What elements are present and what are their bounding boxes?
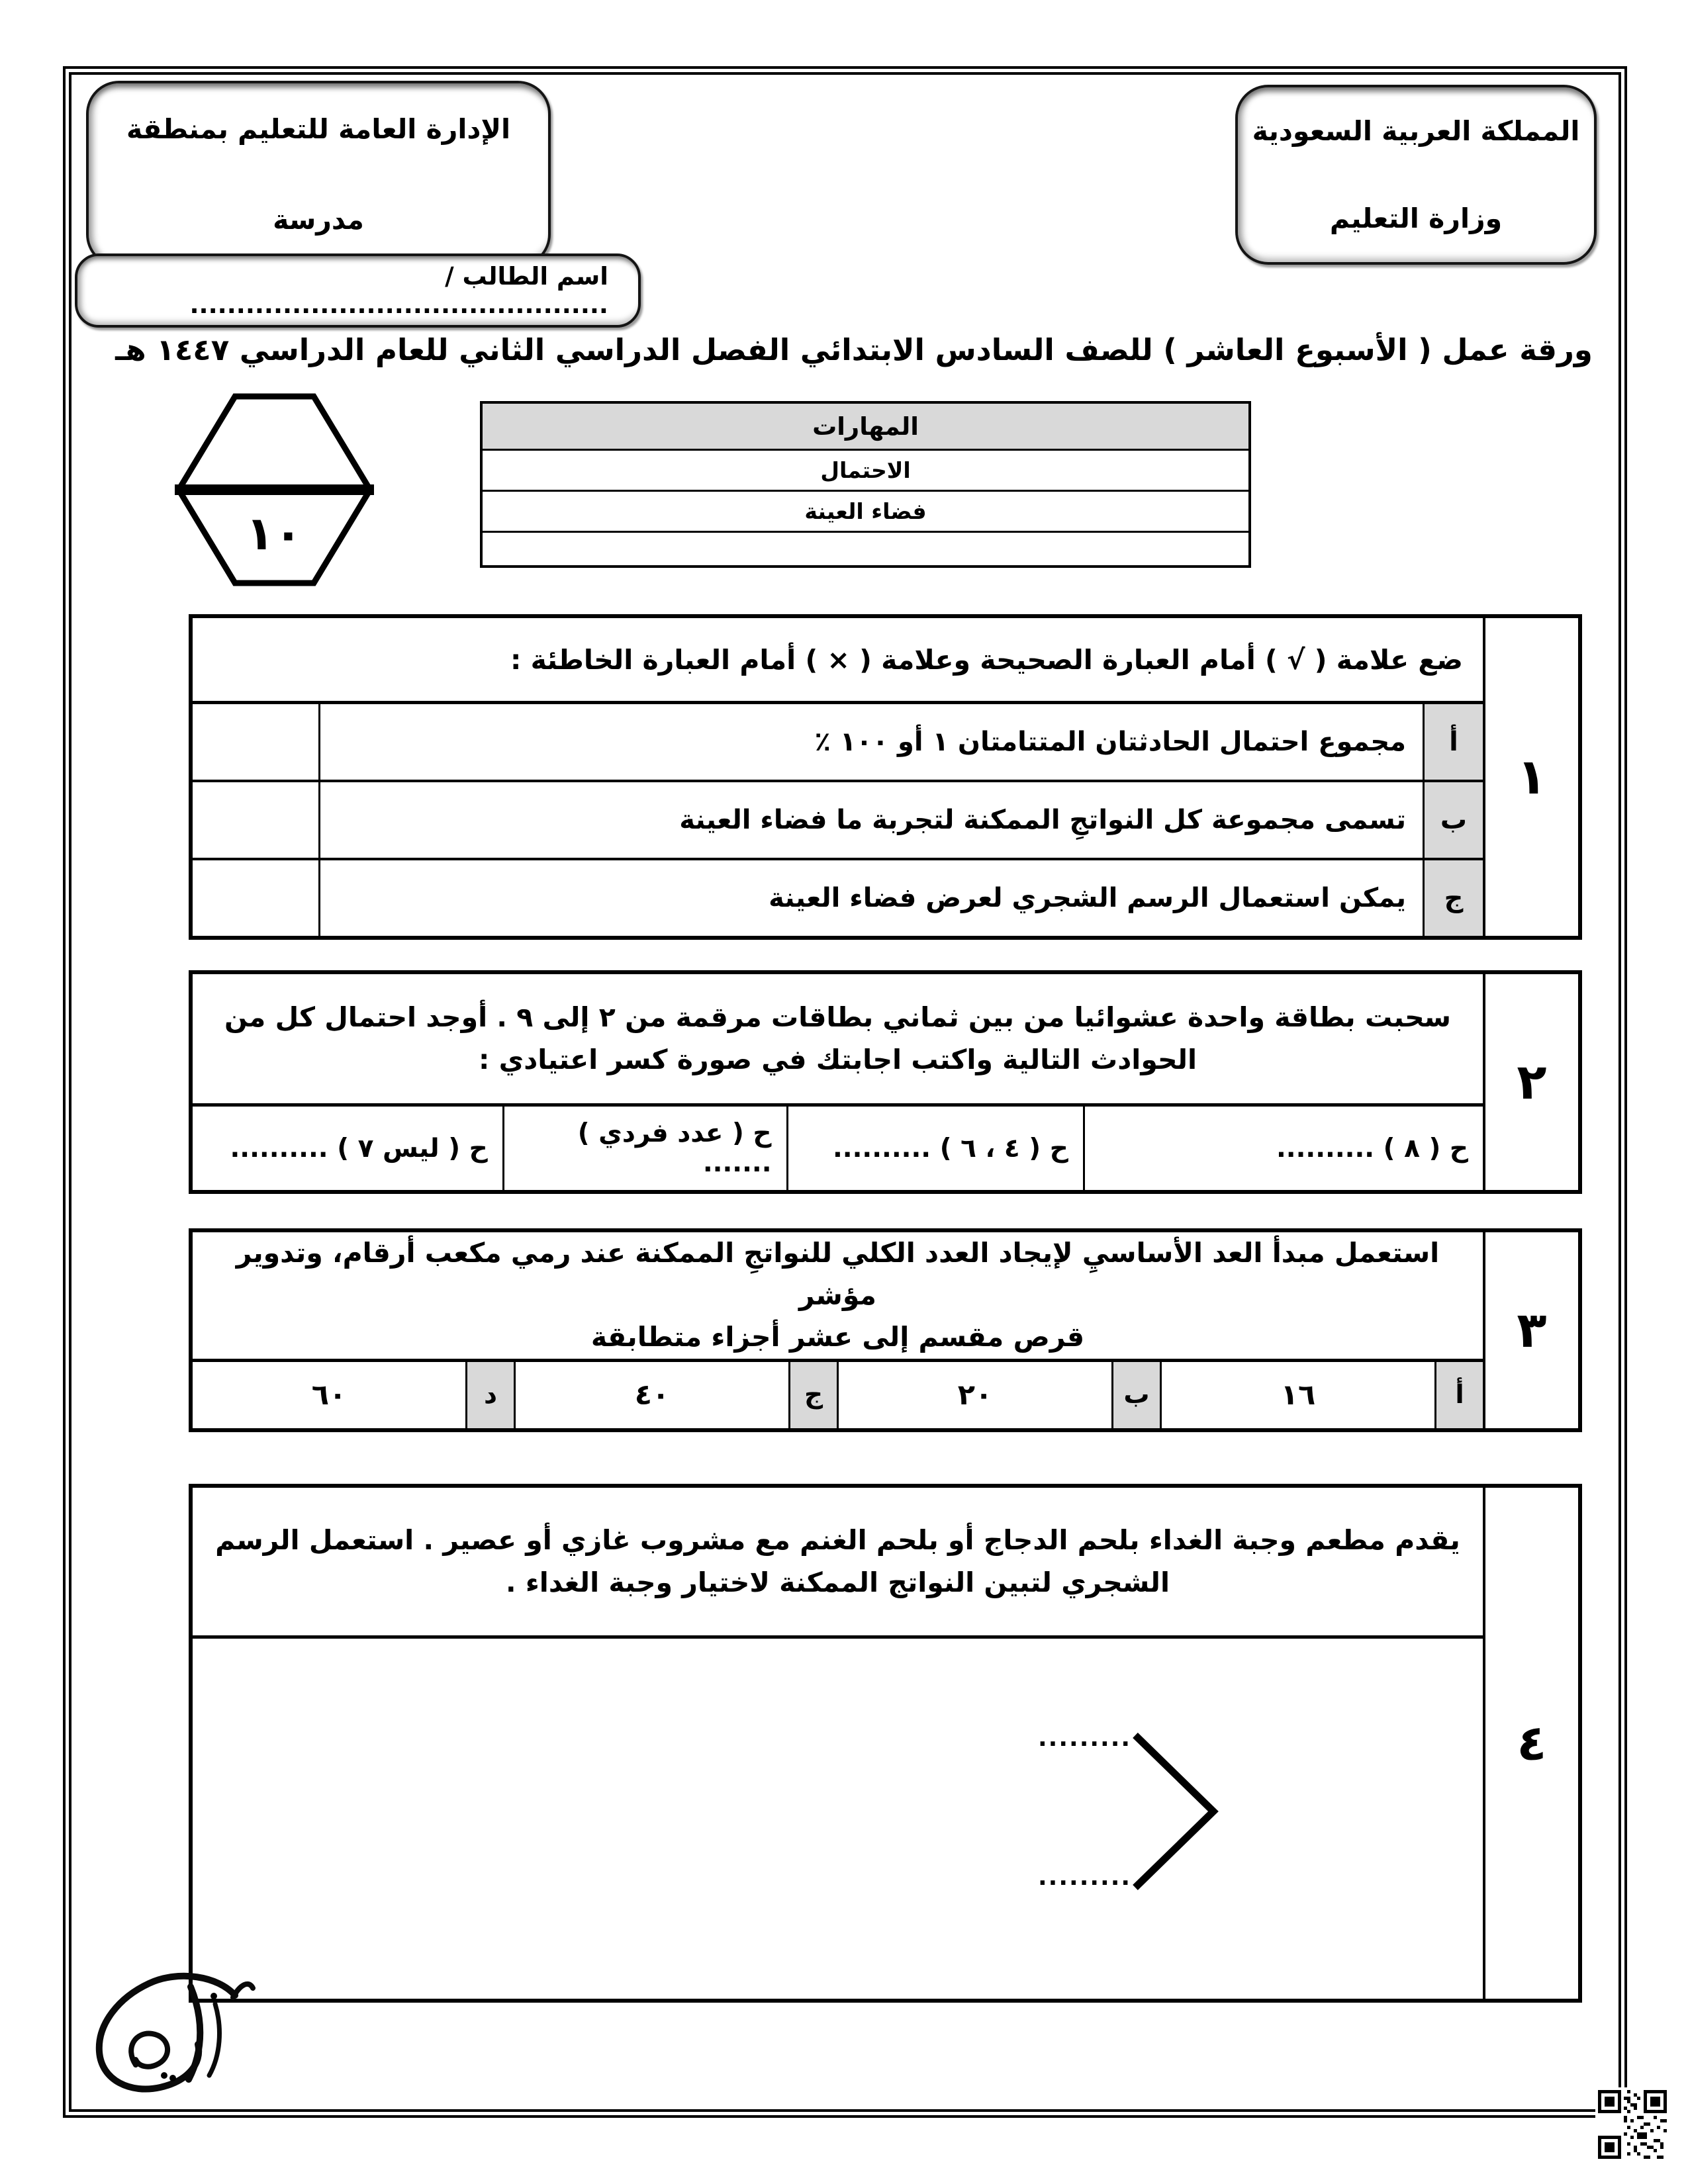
q1-letter-b: ب [1423,782,1483,858]
question-2-number: ٢ [1483,974,1578,1190]
question-3-number: ٣ [1483,1232,1578,1428]
q1-statement-c: يمكن استعمال الرسم الشجري لعرض فضاء العينة [318,860,1423,936]
q3-option-letter-c[interactable]: ج [788,1362,837,1428]
q1-answer-box-b[interactable] [193,782,318,858]
tree-branch-bottom-label[interactable]: ......... [1038,1864,1132,1891]
q3-option-value-60[interactable]: ٦٠ [311,1378,347,1412]
q1-row-b [193,780,1483,858]
q2-prompt-line1: سحبت بطاقة واحدة عشوائيا من بين ثماني بطاقات مرقمة من ٢ إلى ٩ . أوجد احتمال كل من [224,1001,1451,1033]
skill-row-sample-space: فضاء العينة [483,490,1248,531]
q2-prompt-line2: الحوادث التالية واكتب اجابتك في صورة كسر اعتيادي : [478,1043,1197,1075]
q2-cell-p-not7[interactable]: ح ( ليس ٧ ) .......... [230,1133,488,1163]
ministry-header-box [1235,85,1597,265]
q3-options-row [193,1362,1483,1428]
q3-prompt-line2: قرص مقسم إلى عشر أجزاء متطابقة [590,1321,1085,1353]
q2-cell-p-odd[interactable]: ح ( عدد فردي ) ....... [502,1107,786,1190]
q4-work-area[interactable] [193,1639,1483,1999]
q3-prompt-line1: استعمل مبدأ العد الأساسيِ لإيجاد العدد الكلي للنواتجِ الممكنة عند رمي مكعب أرقام، وتدوير مؤشر [236,1237,1440,1311]
skill-row-probability: الاحتمال [483,449,1248,490]
q1-answer-box-a[interactable] [193,704,318,780]
q4-prompt-line1: يقدم مطعم وجبة الغداء بلحم الدجاج أو بلحم الغنم مع مشروب غازي أو عصير . استعمل الرسم [215,1524,1460,1556]
q3-option-letter-b[interactable]: ب [1111,1362,1160,1428]
score-value: ١٠ [246,506,303,561]
skill-row-empty [483,531,1248,565]
q3-option-value-20[interactable]: ٢٠ [837,1362,1111,1428]
q3-option-value-40[interactable]: ٤٠ [514,1362,788,1428]
skills-header: المهارات [483,404,1248,449]
skills-table [480,401,1251,568]
q1-letter-a: أ [1423,704,1483,780]
score-hexagon-badge [173,390,375,589]
q4-prompt-line2: الشجري لتبين النواتج الممكنة لاختيار وجبة الغداء . [505,1566,1170,1598]
qr-code-icon [1595,2087,1669,2161]
admin-line1: الإدارة العامة للتعليم بمنطقة [126,113,511,145]
q3-option-letter-d[interactable]: د [465,1362,514,1428]
question-2-prompt [193,974,1483,1107]
question-1-box [189,614,1582,940]
ministry-line2: وزارة التعليم [1329,203,1503,234]
question-4-number: ٤ [1483,1488,1578,1999]
q2-answers-row [193,1107,1483,1190]
q1-row-a [193,704,1483,780]
q1-statement-a: مجموع احتمال الحادثتان المتتامتان ١ أو ١٠٠ ٪ [318,704,1423,780]
question-1-number: ١ [1483,618,1578,936]
question-3-box [189,1228,1582,1432]
q2-cell-p8[interactable]: ح ( ٨ ) .......... [1083,1107,1483,1190]
tree-branch-top-label[interactable]: ......... [1038,1725,1132,1752]
ministry-line1: المملكة العربية السعودية [1252,115,1580,147]
q3-option-value-16[interactable]: ١٦ [1160,1362,1434,1428]
admin-line2: مدرسة [273,203,364,236]
q1-statement-b: تسمى مجموعة كل النواتجِ الممكنة لتجربة ما فضاء العينة [318,782,1423,858]
q2-cell-p4-6[interactable]: ح ( ٤ ، ٦ ) .......... [786,1107,1083,1190]
signature-calligraphy-icon [79,1966,261,2105]
q1-letter-c: ج [1423,860,1483,936]
q1-row-c [193,858,1483,936]
hexagon-shape [173,390,375,589]
question-4-prompt [193,1488,1483,1639]
question-1-prompt: ضع علامة ( √ ) أمام العبارة الصحيحة وعلامة ( × ) أمام العبارة الخاطئة : [193,618,1483,704]
question-2-box [189,970,1582,1194]
q3-option-letter-a[interactable]: أ [1434,1362,1483,1428]
student-name-label: اسم الطالب / ............................................. [189,262,608,319]
question-3-prompt [193,1232,1483,1362]
q1-answer-box-c[interactable] [193,860,318,936]
tree-chevron-icon [1129,1729,1225,1894]
question-4-box [189,1484,1582,2003]
student-name-field[interactable] [75,253,641,328]
worksheet-title: ورقة عمل ( الأسبوع العاشر ) للصف السادس الابتدائي الفصل الدراسي الثاني للعام الدراسي ١٤٤٧ هـ [115,332,1593,367]
admin-header-box [86,81,551,267]
